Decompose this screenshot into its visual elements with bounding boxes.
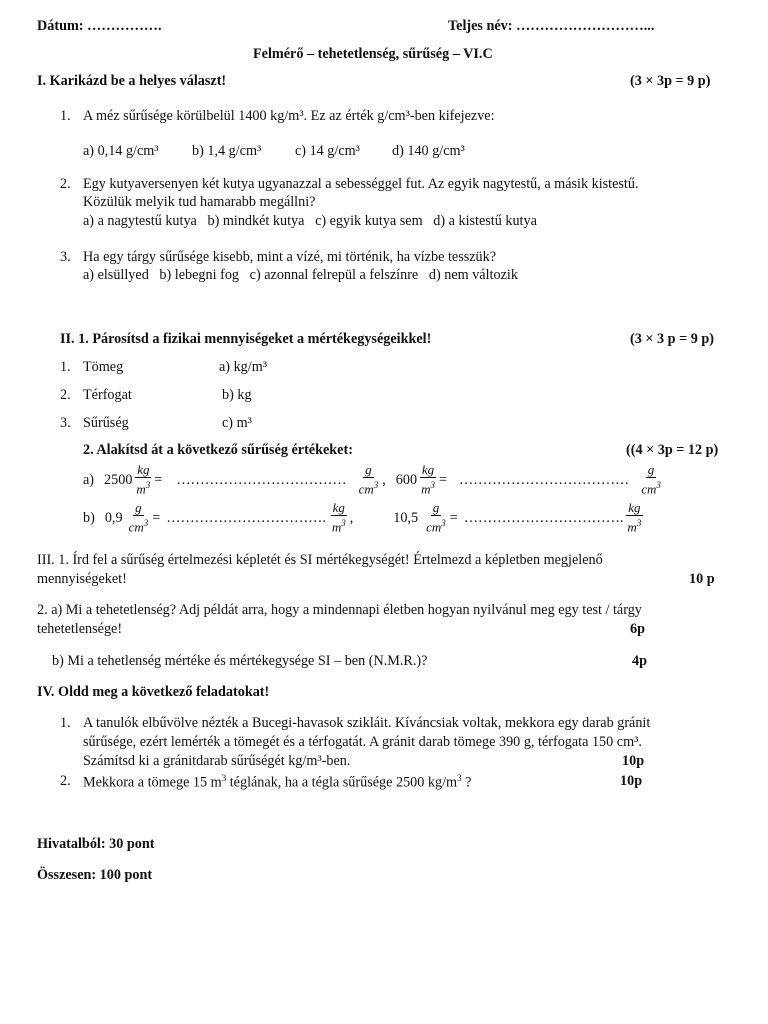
section1-points: (3 × 3p = 9 p) <box>630 73 711 89</box>
conversion-b-value: 0,9 <box>104 509 123 526</box>
pair-1-quantity: Tömeg <box>83 359 124 375</box>
problem-1-number: 1. <box>60 715 71 731</box>
problem-1-line3: Számítsd ki a gránitdarab sűrűségét kg/m³-ben. <box>83 753 351 769</box>
fraction-kg-per-m3: $\frac{kg}{m^3}$ <box>421 462 435 497</box>
pair-2-unit: b) kg <box>222 387 252 403</box>
pair-1-number: 1. <box>60 359 71 375</box>
conversion-a-label: a) <box>83 471 95 488</box>
pair-1-unit: a) kg/m³ <box>219 359 267 375</box>
q2-text-line2: Közülük melyik tud hamarabb megállni? <box>83 194 316 210</box>
section3-q1-line1: III. 1. Írd fel a sűrűség értelmezési képletét és SI mértékegységét! Értelmezd a képletben megjelenő <box>37 552 603 568</box>
section3-q2a-points: 6p <box>630 621 645 637</box>
section3-q2a-line1: 2. a) Mi a tehetetlenség? Adj példát arra, hogy a mindennapi életben hogyan nyilvánul meg egy test / tárgy <box>37 602 642 618</box>
page-title: Felmérő – tehetetlenség, sűrűség – VI.C <box>253 46 493 62</box>
section2-points: (3 × 3 p = 9 p) <box>630 331 714 347</box>
problem-1-line2: sűrűsége, ezért lemérték a tömegét és a térfogatát. A gránit darab tömege 390 g, térfogata 150 cm³. <box>83 734 642 750</box>
pair-2-quantity: Térfogat <box>83 387 132 403</box>
q3-options: a) elsüllyed b) lebegni fog c) azonnal felrepül a felszínre d) nem változik <box>83 267 518 283</box>
official-points: Hivatalból: 30 pont <box>37 836 155 852</box>
conversion-a2-value: 600 <box>395 471 418 488</box>
answer-blank-b2[interactable]: ……………………………. <box>463 509 624 526</box>
q1-option-d: d) 140 g/cm³ <box>392 143 465 159</box>
pair-3-quantity: Sűrűség <box>83 415 129 431</box>
problem-1-line1: A tanulók elbűvölve nézték a Bucegi-havasok szikláit. Kíváncsiak voltak, mekkora egy darab gránit <box>83 715 651 731</box>
section3-q1-points: 10 p <box>689 571 715 587</box>
problem-2-points: 10p <box>620 773 643 789</box>
section3-q1-line2: mennyiségeket! <box>37 571 127 587</box>
answer-blank-a1[interactable]: ……………………………… <box>176 471 347 488</box>
conversion-b-label: b) <box>83 509 95 526</box>
fraction-kg-per-m3: $\frac{kg}{m^3}$ <box>627 500 642 535</box>
total-points: Összesen: 100 pont <box>37 867 153 883</box>
section2-sub2-heading: 2. Alakítsd át a következő sűrűség értékeket: <box>83 442 353 458</box>
pair-2-number: 2. <box>60 387 71 403</box>
fraction-kg-per-m3: $\frac{kg}{m^3}$ <box>136 462 151 497</box>
section4-heading: IV. Oldd meg a következő feladatokat! <box>37 684 270 700</box>
fraction-kg-per-m3: $\frac{kg}{m^3}$ <box>331 500 346 535</box>
pair-3-number: 3. <box>60 415 71 431</box>
q1-option-c: c) 14 g/cm³ <box>295 143 360 159</box>
section2-sub2-points: ((4 × 3p = 12 p) <box>626 442 719 458</box>
section2-heading: II. 1. Párosítsd a fizikai mennyiségeket a mértékegységeikkel! <box>60 331 432 347</box>
conversion-row-a: a) 2500 $\frac{kg}{m^3}$ = ……………………………… $\frac{g}{cm^3}$ , 600 $\frac{kg}{m^3}$ = ……………………………… $\frac{g}{cm^3}$ <box>83 462 661 497</box>
q2-options: a) a nagytestű kutya b) mindkét kutya c) egyik kutya sem d) a kistestű kutya <box>83 213 537 229</box>
q3-number: 3. <box>60 249 71 265</box>
conversion-b2-value: 10,5 <box>393 509 419 526</box>
fraction-g-per-cm3: $\frac{g}{cm^3}$ <box>128 500 149 535</box>
fraction-g-per-cm3: $\frac{g}{cm^3}$ <box>426 500 446 535</box>
answer-blank-a2[interactable]: ……………………………… <box>458 471 630 488</box>
q1-number: 1. <box>60 108 71 124</box>
pair-3-unit: c) m³ <box>222 415 252 431</box>
section3-q2b-text: b) Mi a tehetlenség mértéke és mértékegysége SI – ben (N.M.R.)? <box>52 653 428 669</box>
q2-number: 2. <box>60 176 71 192</box>
section1-heading: I. Karikázd be a helyes választ! <box>37 73 227 89</box>
problem-2-number: 2. <box>60 773 71 789</box>
conversion-row-b: b) 0,9 $\frac{g}{cm^3}$ = ……………………………. $\frac{kg}{m^3}$ , 10,5 $\frac{g}{cm^3}$ = ……………………………. $\frac{kg}{m^3}$ <box>83 500 642 535</box>
fraction-g-per-cm3: $\frac{g}{cm^3}$ <box>358 462 379 497</box>
answer-blank-b1[interactable]: ……………………………. <box>166 509 326 526</box>
problem-2-text: Mekkora a tömege 15 $m^3$ téglának, ha a tégla sűrűsége 2500 $kg/m^3$ ? <box>83 773 472 791</box>
q2-text-line1: Egy kutyaversenyen két kutya ugyanazzal a sebességgel fut. Az egyik nagytestű, a másik kistestű. <box>83 176 639 192</box>
date-field: Dátum: ……………. <box>37 18 162 34</box>
q1-option-a: a) 0,14 g/cm³ <box>83 143 159 159</box>
name-field: Teljes név: ………………………... <box>448 18 655 34</box>
problem-1-points: 10p <box>622 753 645 769</box>
section3-q2b-points: 4p <box>632 653 647 669</box>
q1-option-b: b) 1,4 g/cm³ <box>192 143 262 159</box>
fraction-g-per-cm3: $\frac{g}{cm^3}$ <box>641 462 661 497</box>
section3-q2a-line2: tehetetlensége! <box>37 621 123 637</box>
q3-text: Ha egy tárgy sűrűsége kisebb, mint a vízé, mi történik, ha vízbe tesszük? <box>83 249 497 265</box>
q1-text: A méz sűrűsége körülbelül 1400 kg/m³. Ez az érték g/cm³-ben kifejezve: <box>83 108 495 124</box>
conversion-a-value: 2500 <box>104 471 133 488</box>
